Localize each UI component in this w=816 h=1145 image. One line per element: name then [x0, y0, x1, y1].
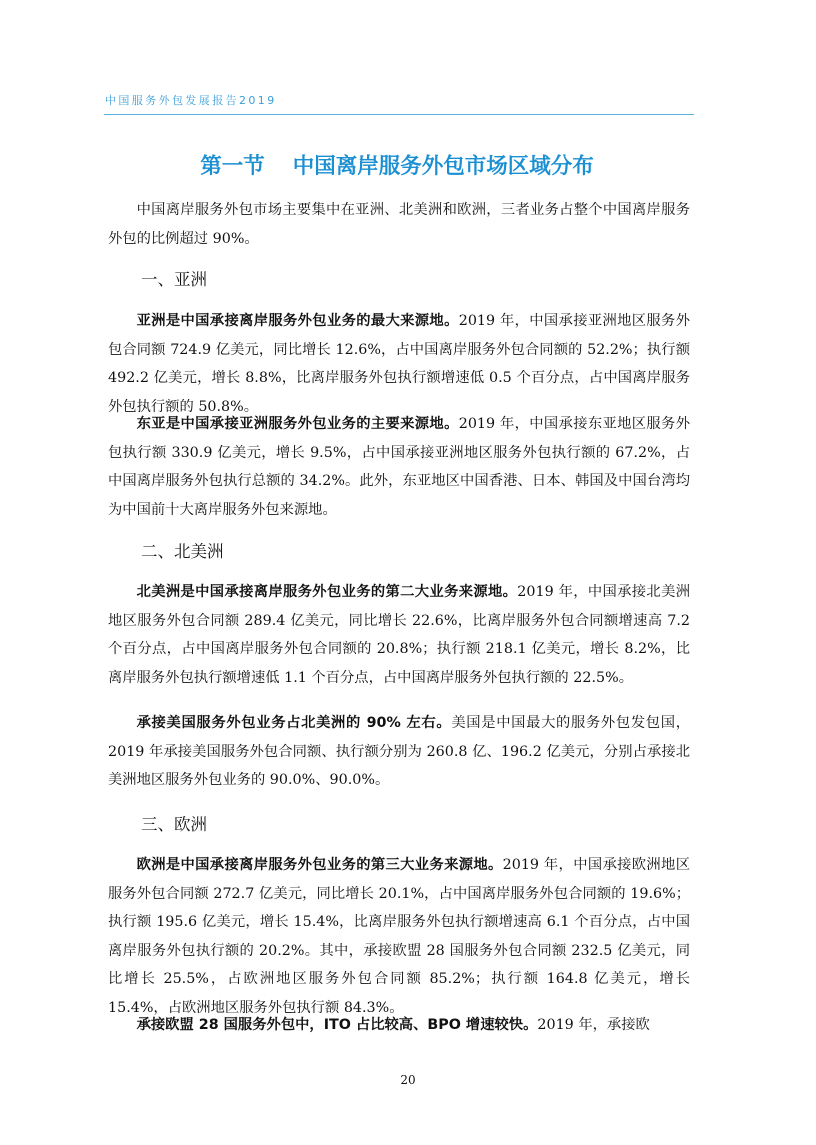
- eu-p1-lead: 欧洲是中国承接离岸服务外包业务的第三大业务来源地。: [136, 857, 503, 873]
- running-header: 中国服务外包发展报告2019: [105, 94, 277, 107]
- heading-north-america: 二、北美洲: [141, 542, 224, 561]
- asia-p2-body: 2019 年，中国承接东亚地区服务外包执行额 330.9 亿美元，增长 9.5%，占中国承接亚洲地区服务外包执行额的 67.2%，占中国离岸服务外包执行总额的 34.2%。此外，东亚地区中国香港、日本、韩国及中国台湾均为中国前十大离岸服务外包来源地。: [108, 416, 690, 518]
- section-number: 第一节: [200, 154, 265, 179]
- eu-p1-body: 2019 年，中国承接欧洲地区服务外包合同额 272.7 亿美元，同比增长 20.1%，占中国离岸服务外包合同额的 19.6%；执行额 195.6 亿美元，增长 15.4%，比离岸服务外包执行额增速高 6.1 个百分点，占中国离岸服务外包执行额的 20.2%。其中，承接欧盟 28 国服务外包合同额 232.5 亿美元，同比增长 25.5%，占欧洲地区服务外包合同额 85.2%；执行额 164.8 亿美元，增长 15.4%，占欧洲地区服务外包执行额 84.3%。: [108, 857, 690, 1016]
- section-title: [104, 149, 690, 180]
- asia-paragraph-1: [108, 307, 690, 421]
- na-p2-body: 美国是中国最大的服务外包发包国，2019 年承接美国服务外包合同额、执行额分别为 260.8 亿、196.2 亿美元，分别占承接北美洲地区服务外包业务的 90.0%、90.0%。: [108, 715, 690, 788]
- na-p2-lead: 承接美国服务外包业务占北美洲的 90% 左右。: [136, 715, 452, 731]
- section-title-text: 中国离岸服务外包市场区域分布: [292, 154, 594, 179]
- heading-asia: 一、亚洲: [141, 270, 207, 289]
- page-number: 20: [400, 1073, 416, 1087]
- north-america-paragraph-1: [108, 578, 690, 692]
- europe-paragraph-1: [108, 851, 690, 1022]
- europe-paragraph-2: [108, 1011, 690, 1040]
- heading-europe: 三、欧洲: [141, 815, 207, 834]
- eu-p2-lead: 承接欧盟 28 国服务外包中，ITO 占比较高、BPO 增速较快。: [136, 1017, 538, 1033]
- asia-p1-body: 2019 年，中国承接亚洲地区服务外包合同额 724.9 亿美元，同比增长 12.6%，占中国离岸服务外包合同额的 52.2%；执行额 492.2 亿美元，增长 8.8%，比离岸服务外包执行额增速低 0.5 个百分点，占中国离岸服务外包执行额的 50.8%。: [108, 313, 690, 415]
- intro-paragraph: 中国离岸服务外包市场主要集中在亚洲、北美洲和欧洲，三者业务占整个中国离岸服务外包的比例超过 90%。: [108, 202, 690, 247]
- asia-paragraph-2: [108, 410, 690, 524]
- asia-p1-lead: 亚洲是中国承接离岸服务外包业务的最大来源地。: [136, 313, 459, 329]
- asia-p2-lead: 东亚是中国承接亚洲服务外包业务的主要来源地。: [136, 416, 459, 432]
- na-p1-body: 2019 年，中国承接北美洲地区服务外包合同额 289.4 亿美元，同比增长 22.6%，比离岸服务外包合同额增速高 7.2 个百分点，占中国离岸服务外包合同额的 20.8%；执行额 218.1 亿美元，增长 8.2%，比离岸服务外包执行额增速低 1.1 个百分点，占中国离岸服务外包执行额的 22.5%。: [108, 584, 691, 686]
- na-p1-lead: 北美洲是中国承接离岸服务外包业务的第二大业务来源地。: [136, 584, 518, 600]
- eu-p2-body: 2019 年，承接欧: [537, 1017, 650, 1033]
- north-america-paragraph-2: [108, 709, 690, 795]
- header-rule: [104, 114, 694, 115]
